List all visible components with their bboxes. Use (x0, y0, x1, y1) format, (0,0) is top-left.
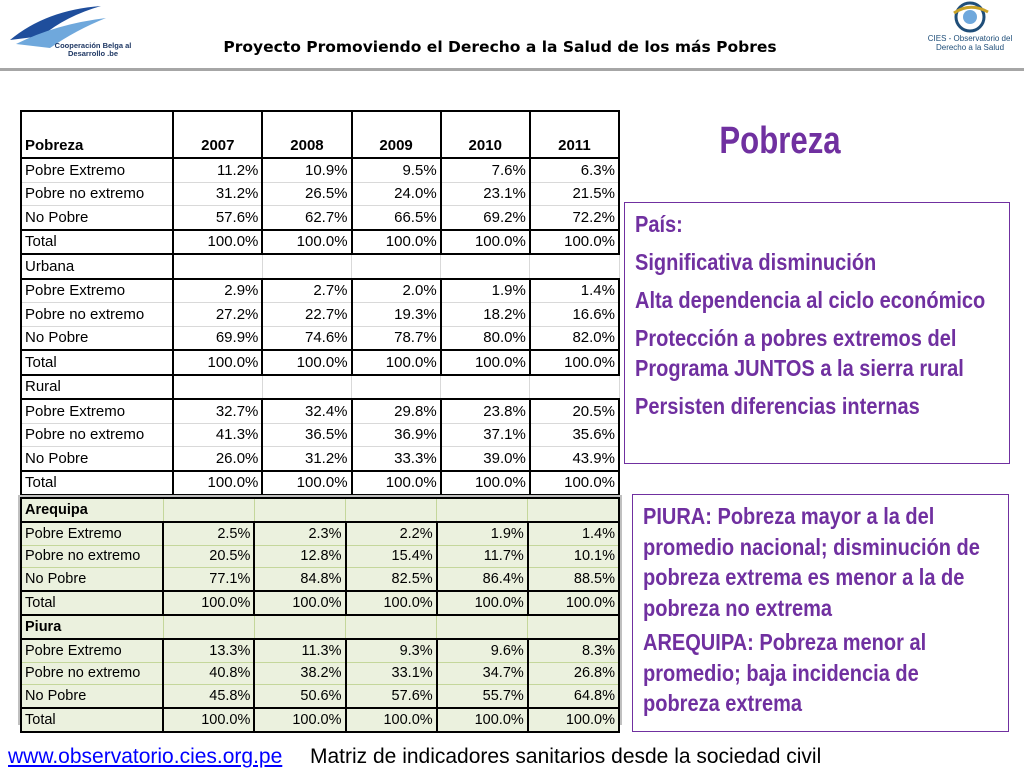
table-cell: 23.1% (441, 182, 530, 206)
section-label: Arequipa (21, 498, 163, 522)
table-cell: 2.2% (346, 522, 437, 545)
empty-cell (530, 254, 619, 279)
table-cell: 100.0% (254, 708, 345, 732)
empty-cell (173, 375, 262, 400)
table-cell: 82.5% (346, 568, 437, 591)
table-cell: 38.2% (254, 662, 345, 685)
empty-cell (173, 254, 262, 279)
header-divider (0, 68, 1024, 71)
empty-cell (437, 615, 528, 639)
table-cell: 69.9% (173, 326, 262, 350)
row-label: Pobre Extremo (21, 522, 163, 545)
table-cell: 100.0% (163, 708, 254, 732)
table-cell: 37.1% (441, 423, 530, 447)
table-row (21, 545, 619, 568)
row-label: Pobre no extremo (21, 662, 163, 685)
table-cell: 78.7% (352, 326, 441, 350)
poverty-table-regions (20, 497, 620, 733)
table-cell: 21.5% (530, 182, 619, 206)
table-cell: 100.0% (441, 350, 530, 375)
cooperacion-belga-logo (6, 2, 136, 68)
table-cell: 7.6% (441, 158, 530, 182)
row-label: No Pobre (21, 568, 163, 591)
country-notes-box (624, 202, 1010, 464)
poverty-table-national (20, 110, 620, 496)
table-cell: 72.2% (530, 206, 619, 230)
empty-cell (262, 375, 351, 400)
table-cell: 26.0% (173, 447, 262, 471)
table-cell: 13.3% (163, 639, 254, 662)
empty-cell (528, 615, 619, 639)
logo-right-text: CIES - Observatorio del Derecho a la Salud (927, 34, 1013, 52)
row-label: Total (21, 471, 173, 496)
table-cell: 100.0% (530, 230, 619, 255)
table-cell: 12.8% (254, 545, 345, 568)
note-line: AREQUIPA: Pobreza menor al promedio; baja incidencia de pobreza extrema (643, 629, 927, 716)
empty-cell (530, 375, 619, 400)
table-cell: 36.5% (262, 423, 351, 447)
table-cell: 2.0% (352, 279, 441, 303)
table-cell: 35.6% (530, 423, 619, 447)
table-cell: 34.7% (437, 662, 528, 685)
table-cell: 2.7% (262, 279, 351, 303)
table-cell: 8.3% (528, 639, 619, 662)
table-cell: 100.0% (437, 708, 528, 732)
table-cell: 10.9% (262, 158, 351, 182)
observatorio-globe-icon (918, 0, 1022, 34)
table-cell: 31.2% (173, 182, 262, 206)
belgian-cooperation-swoosh-icon (6, 2, 136, 68)
section-label: Urbana (21, 254, 173, 279)
table-cell: 10.1% (528, 545, 619, 568)
table-cell: 15.4% (346, 545, 437, 568)
table-cell: 26.5% (262, 182, 351, 206)
table-header-row (21, 111, 619, 158)
note-line: Persisten diferencias internas (635, 393, 920, 419)
table-cell: 1.9% (437, 522, 528, 545)
table-cell: 40.8% (163, 662, 254, 685)
table-cell: 100.0% (262, 471, 351, 496)
empty-cell (163, 615, 254, 639)
header-cell: Pobreza (21, 111, 173, 158)
table-cell: 57.6% (346, 685, 437, 708)
table-cell: 100.0% (352, 350, 441, 375)
table-cell: 33.1% (346, 662, 437, 685)
table-cell: 100.0% (262, 230, 351, 255)
table-cell: 32.4% (262, 399, 351, 423)
table-cell: 1.4% (528, 522, 619, 545)
table-cell: 2.3% (254, 522, 345, 545)
table-row (21, 279, 619, 303)
table-cell: 100.0% (441, 471, 530, 496)
table-cell: 100.0% (346, 591, 437, 615)
row-label: Pobre Extremo (21, 279, 173, 303)
note-line: Alta dependencia al ciclo económico (635, 287, 986, 313)
row-label: Total (21, 350, 173, 375)
table-cell: 82.0% (530, 326, 619, 350)
table-cell: 55.7% (437, 685, 528, 708)
table-cell: 64.8% (528, 685, 619, 708)
row-label: Pobre no extremo (21, 423, 173, 447)
table-cell: 100.0% (173, 471, 262, 496)
empty-cell (441, 254, 530, 279)
table-row (21, 303, 619, 327)
section-row-piura (21, 615, 619, 639)
table-cell: 22.7% (262, 303, 351, 327)
empty-cell (163, 498, 254, 522)
table-cell: 16.6% (530, 303, 619, 327)
table-cell: 100.0% (352, 471, 441, 496)
section-label: Rural (21, 375, 173, 400)
row-label: No Pobre (21, 685, 163, 708)
table-cell: 100.0% (437, 591, 528, 615)
table-cell: 11.2% (173, 158, 262, 182)
empty-cell (352, 254, 441, 279)
table-cell: 2.9% (173, 279, 262, 303)
table-cell: 11.3% (254, 639, 345, 662)
table-cell: 62.7% (262, 206, 351, 230)
table-cell: 23.8% (441, 399, 530, 423)
table-cell: 26.8% (528, 662, 619, 685)
table-cell: 2.5% (163, 522, 254, 545)
footer-link[interactable]: www.observatorio.cies.org.pe (8, 745, 283, 768)
row-label: Pobre Extremo (21, 158, 173, 182)
row-label: Total (21, 230, 173, 255)
table-cell: 74.6% (262, 326, 351, 350)
empty-cell (346, 498, 437, 522)
table-total-row (21, 708, 619, 732)
table-cell: 86.4% (437, 568, 528, 591)
table-cell: 80.0% (441, 326, 530, 350)
table-cell: 31.2% (262, 447, 351, 471)
table-cell: 50.6% (254, 685, 345, 708)
empty-cell (441, 375, 530, 400)
table-cell: 43.9% (530, 447, 619, 471)
footer-caption: Matriz de indicadores sanitarios desde la sociedad civil (310, 745, 822, 768)
header-title: Proyecto Promoviendo el Derecho a la Salud de los más Pobres (223, 38, 777, 56)
table-total-row (21, 591, 619, 615)
table-cell: 18.2% (441, 303, 530, 327)
note-line: País: (635, 211, 683, 237)
table-cell: 84.8% (254, 568, 345, 591)
table-cell: 57.6% (173, 206, 262, 230)
table-cell: 24.0% (352, 182, 441, 206)
row-label: Pobre Extremo (21, 399, 173, 423)
row-label: No Pobre (21, 447, 173, 471)
table-cell: 41.3% (173, 423, 262, 447)
note-line: PIURA: Pobreza mayor a la del promedio nacional; disminución de pobreza extrema es menor a la de pobreza no extrema (643, 503, 980, 621)
table-cell: 27.2% (173, 303, 262, 327)
row-label: Total (21, 708, 163, 732)
regions-notes-box (632, 494, 1009, 732)
section-row-urbana (21, 254, 619, 279)
table-cell: 100.0% (530, 350, 619, 375)
empty-cell (254, 615, 345, 639)
table-row (21, 685, 619, 708)
table-cell: 100.0% (352, 230, 441, 255)
table-cell: 1.4% (530, 279, 619, 303)
table-cell: 77.1% (163, 568, 254, 591)
empty-cell (262, 254, 351, 279)
table-cell: 100.0% (346, 708, 437, 732)
table-cell: 88.5% (528, 568, 619, 591)
header-cell: 2009 (352, 111, 441, 158)
table-row (21, 423, 619, 447)
section-row-arequipa (21, 498, 619, 522)
note-line: Significativa disminución (635, 249, 877, 275)
table-cell: 9.5% (352, 158, 441, 182)
table-row (21, 568, 619, 591)
note-line: Protección a pobres extremos del Programa JUNTOS a la sierra rural (635, 325, 964, 381)
row-label: Pobre Extremo (21, 639, 163, 662)
table-cell: 100.0% (163, 591, 254, 615)
empty-cell (254, 498, 345, 522)
table-cell: 9.3% (346, 639, 437, 662)
empty-cell (528, 498, 619, 522)
row-label: No Pobre (21, 206, 173, 230)
row-label: No Pobre (21, 326, 173, 350)
table-cell: 100.0% (530, 471, 619, 496)
row-label: Pobre no extremo (21, 182, 173, 206)
row-label: Pobre no extremo (21, 303, 173, 327)
table-cell: 20.5% (163, 545, 254, 568)
table-cell: 19.3% (352, 303, 441, 327)
table-total-row (21, 230, 619, 255)
header-cell: 2011 (530, 111, 619, 158)
row-label: Total (21, 591, 163, 615)
table-row (21, 522, 619, 545)
table-cell: 29.8% (352, 399, 441, 423)
table-cell: 39.0% (441, 447, 530, 471)
table-total-row (21, 471, 619, 496)
logo-left-text: Cooperación Belga al Desarrollo .be (54, 41, 132, 58)
header-cell: 2010 (441, 111, 530, 158)
table-row (21, 158, 619, 182)
table-total-row (21, 350, 619, 375)
table-cell: 36.9% (352, 423, 441, 447)
table-cell: 100.0% (173, 230, 262, 255)
table-cell: 100.0% (528, 591, 619, 615)
slide-title: Pobreza (719, 120, 841, 162)
section-label: Piura (21, 615, 163, 639)
empty-cell (346, 615, 437, 639)
table-cell: 20.5% (530, 399, 619, 423)
table-cell: 33.3% (352, 447, 441, 471)
empty-cell (352, 375, 441, 400)
table-cell: 100.0% (441, 230, 530, 255)
header-cell: 2007 (173, 111, 262, 158)
table-cell: 100.0% (173, 350, 262, 375)
table-cell: 6.3% (530, 158, 619, 182)
table-row (21, 182, 619, 206)
table-row (21, 326, 619, 350)
row-label: Pobre no extremo (21, 545, 163, 568)
table-row (21, 399, 619, 423)
table-cell: 100.0% (262, 350, 351, 375)
table-row (21, 639, 619, 662)
table-cell: 100.0% (254, 591, 345, 615)
empty-cell (437, 498, 528, 522)
table-cell: 45.8% (163, 685, 254, 708)
table-cell: 32.7% (173, 399, 262, 423)
table-cell: 66.5% (352, 206, 441, 230)
table-row (21, 206, 619, 230)
section-row-rural (21, 375, 619, 400)
table-cell: 9.6% (437, 639, 528, 662)
table-row (21, 662, 619, 685)
table-cell: 100.0% (528, 708, 619, 732)
table-cell: 69.2% (441, 206, 530, 230)
table-cell: 1.9% (441, 279, 530, 303)
table-cell: 11.7% (437, 545, 528, 568)
table-row (21, 447, 619, 471)
header-cell: 2008 (262, 111, 351, 158)
